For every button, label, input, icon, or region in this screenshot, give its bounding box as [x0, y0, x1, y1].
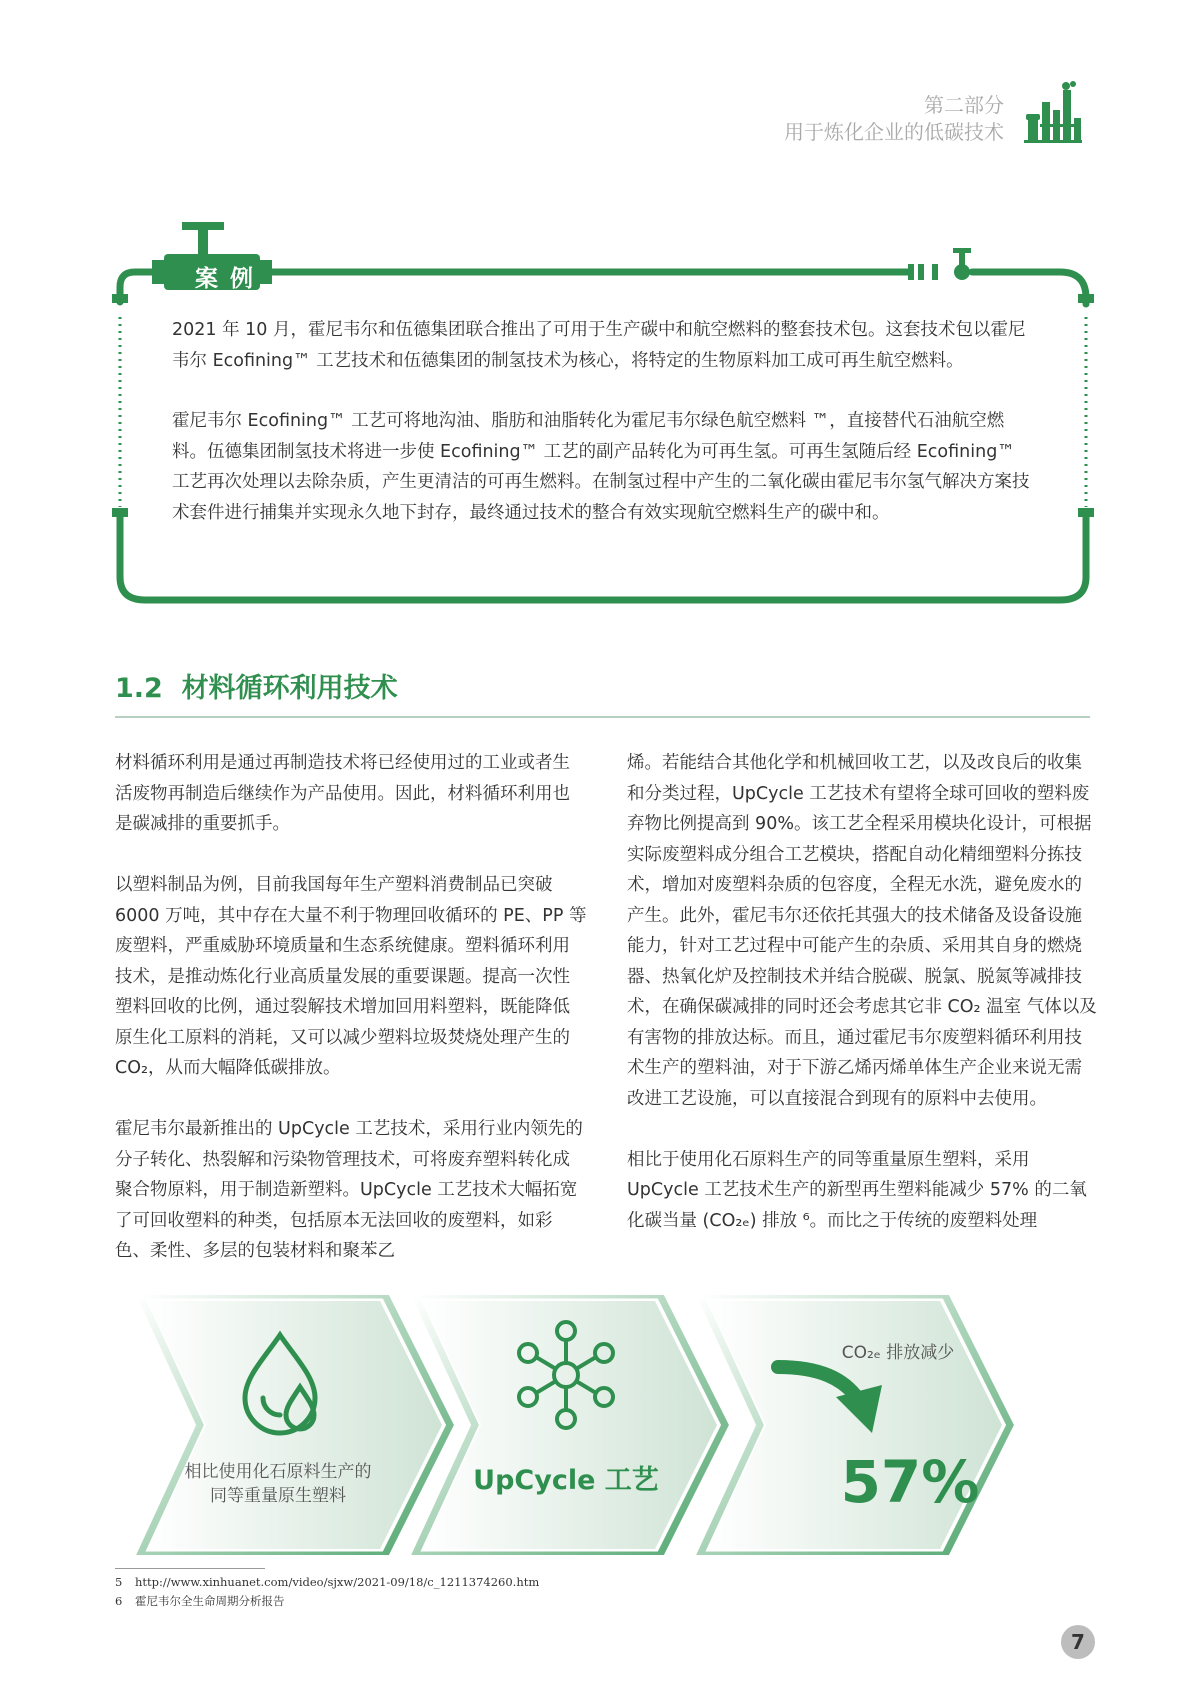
section-label: 用于炼化企业的低碳技术 [784, 120, 1004, 144]
case-paragraph: 2021 年 10 月，霍尼韦尔和伍德集团联合推出了可用于生产碳中和航空燃料的整套技术包。这套技术包以霍尼韦尔 Ecofining™ 工艺技术和伍德集团的制氢技术为核心，将特定的生物原料加工成可再生航空燃料。 [172, 320, 1026, 371]
chevron-step-3 [700, 1295, 1010, 1555]
step2-text: UpCycle 工艺 [473, 1465, 659, 1496]
case-text [172, 315, 1034, 558]
infographic-chevrons [130, 1295, 1090, 1555]
body-right-column [627, 748, 1099, 1267]
body-paragraph: 材料循环利用是通过再制造技术将已经使用过的工业或者生活废物再制造后继续作为产品使用。因此，材料循环利用也是碳减排的重要抓手。 [115, 753, 570, 834]
footnote-number: 6 [115, 1594, 123, 1608]
section-divider [115, 716, 1090, 718]
chevron-step-1 [140, 1295, 450, 1555]
footnotes [115, 1573, 539, 1611]
page-header [784, 92, 1004, 146]
footnote-text: 霍尼韦尔全生命周期分析报告 [135, 1594, 285, 1608]
footnote [115, 1573, 539, 1592]
step3-title: CO₂ₑ 排放减少 [841, 1343, 955, 1363]
case-paragraph: 霍尼韦尔 Ecofining™ 工艺可将地沟油、脂肪和油脂转化为霍尼韦尔绿色航空燃料 ™，直接替代石油航空燃料。伍德集团制氢技术将进一步使 Ecofining™ 工艺的副产品转化为可再生氢。可再生氢随后经 Ecofining™ 工艺再次处理以去除杂质，产生更清洁的可再生燃料。在制氢过程中产生的二氧化碳由霍尼韦尔氢气解决方案技术套件进行捕集并实现永久地下封存，最终通过技术的整合有效实现航空燃料生产的碳中和。 [172, 411, 1030, 523]
section-title [115, 666, 398, 705]
section-title-text: 材料循环利用技术 [181, 673, 398, 704]
page-number: 7 [1061, 1625, 1095, 1659]
body-paragraph: 烯。若能结合其他化学和机械回收工艺，以及改良后的收集和分类过程，UpCycle 工艺技术有望将全球可回收的塑料废弃物比例提高到 90%。该工艺全程采用模块化设计，可根据实际废塑料成分组合工艺模块，搭配自动化精细塑料分拣技术，增加对废塑料杂质的包容度，全程无水洗，避免废水的产生。此外，霍尼韦尔还依托其强大的技术储备及设备设施能力，针对工艺过程中可能产生的杂质、采用其自身的燃烧器、热氧化炉及控制技术并结合脱碳、脱氯、脱氮等减排技术，在确保碳减排的同时还会考虑其它非 CO₂ 温室 气体以及有害物的排放达标。而且，通过霍尼韦尔废塑料循环利用技术生产的塑料油，对于下游乙烯丙烯单体生产企业来说无需改进工艺设施，可以直接混合到现有的原料中去使用。 [627, 753, 1097, 1109]
refinery-icon [1022, 80, 1084, 144]
footnote-divider [115, 1568, 265, 1569]
footnote-link[interactable]: http://www.xinhuanet.com/video/sjxw/2021-09/18/c_1211374260.htm [135, 1575, 540, 1589]
part-label: 第二部分 [924, 93, 1004, 117]
section-number: 1.2 [115, 673, 163, 704]
step1-text: 相比使用化石原料生产的同等重量原生塑料 [184, 1462, 372, 1506]
case-label: 案 例 [194, 266, 255, 292]
step3-value: 57% [840, 1448, 980, 1516]
body-paragraph: 霍尼韦尔最新推出的 UpCycle 工艺技术，采用行业内领先的分子转化、热裂解和污染物管理技术，可将废弃塑料转化成聚合物原料，用于制造新塑料。UpCycle 工艺技术大幅拓宽了可回收塑料的种类，包括原本无法回收的废塑料，如彩色、柔性、多层的包装材料和聚苯乙 [115, 1119, 583, 1261]
footnote [115, 1592, 539, 1611]
body-paragraph: 相比于使用化石原料生产的同等重量原生塑料，采用 UpCycle 工艺技术生产的新型再生塑料能减少 57% 的二氧化碳当量 (CO₂ₑ) 排放 ⁶。而比之于传统的废塑料处理 [627, 1149, 1087, 1231]
body-paragraph: 以塑料制品为例，目前我国每年生产塑料消费制品已突破 6000 万吨，其中存在大量不利于物理回收循环的 PE、PP 等废塑料，严重威胁环境质量和生态系统健康。塑料循环利用技术，是推动炼化行业高质量发展的重要课题。提高一次性塑料回收的比例，通过裂解技术增加回用料塑料，既能降低原生化工原料的消耗，又可以减少塑料垃圾焚烧处理产生的 CO₂，从而大幅降低碳排放。 [115, 875, 587, 1078]
footnote-number: 5 [115, 1575, 123, 1589]
body-left-column [115, 748, 587, 1297]
